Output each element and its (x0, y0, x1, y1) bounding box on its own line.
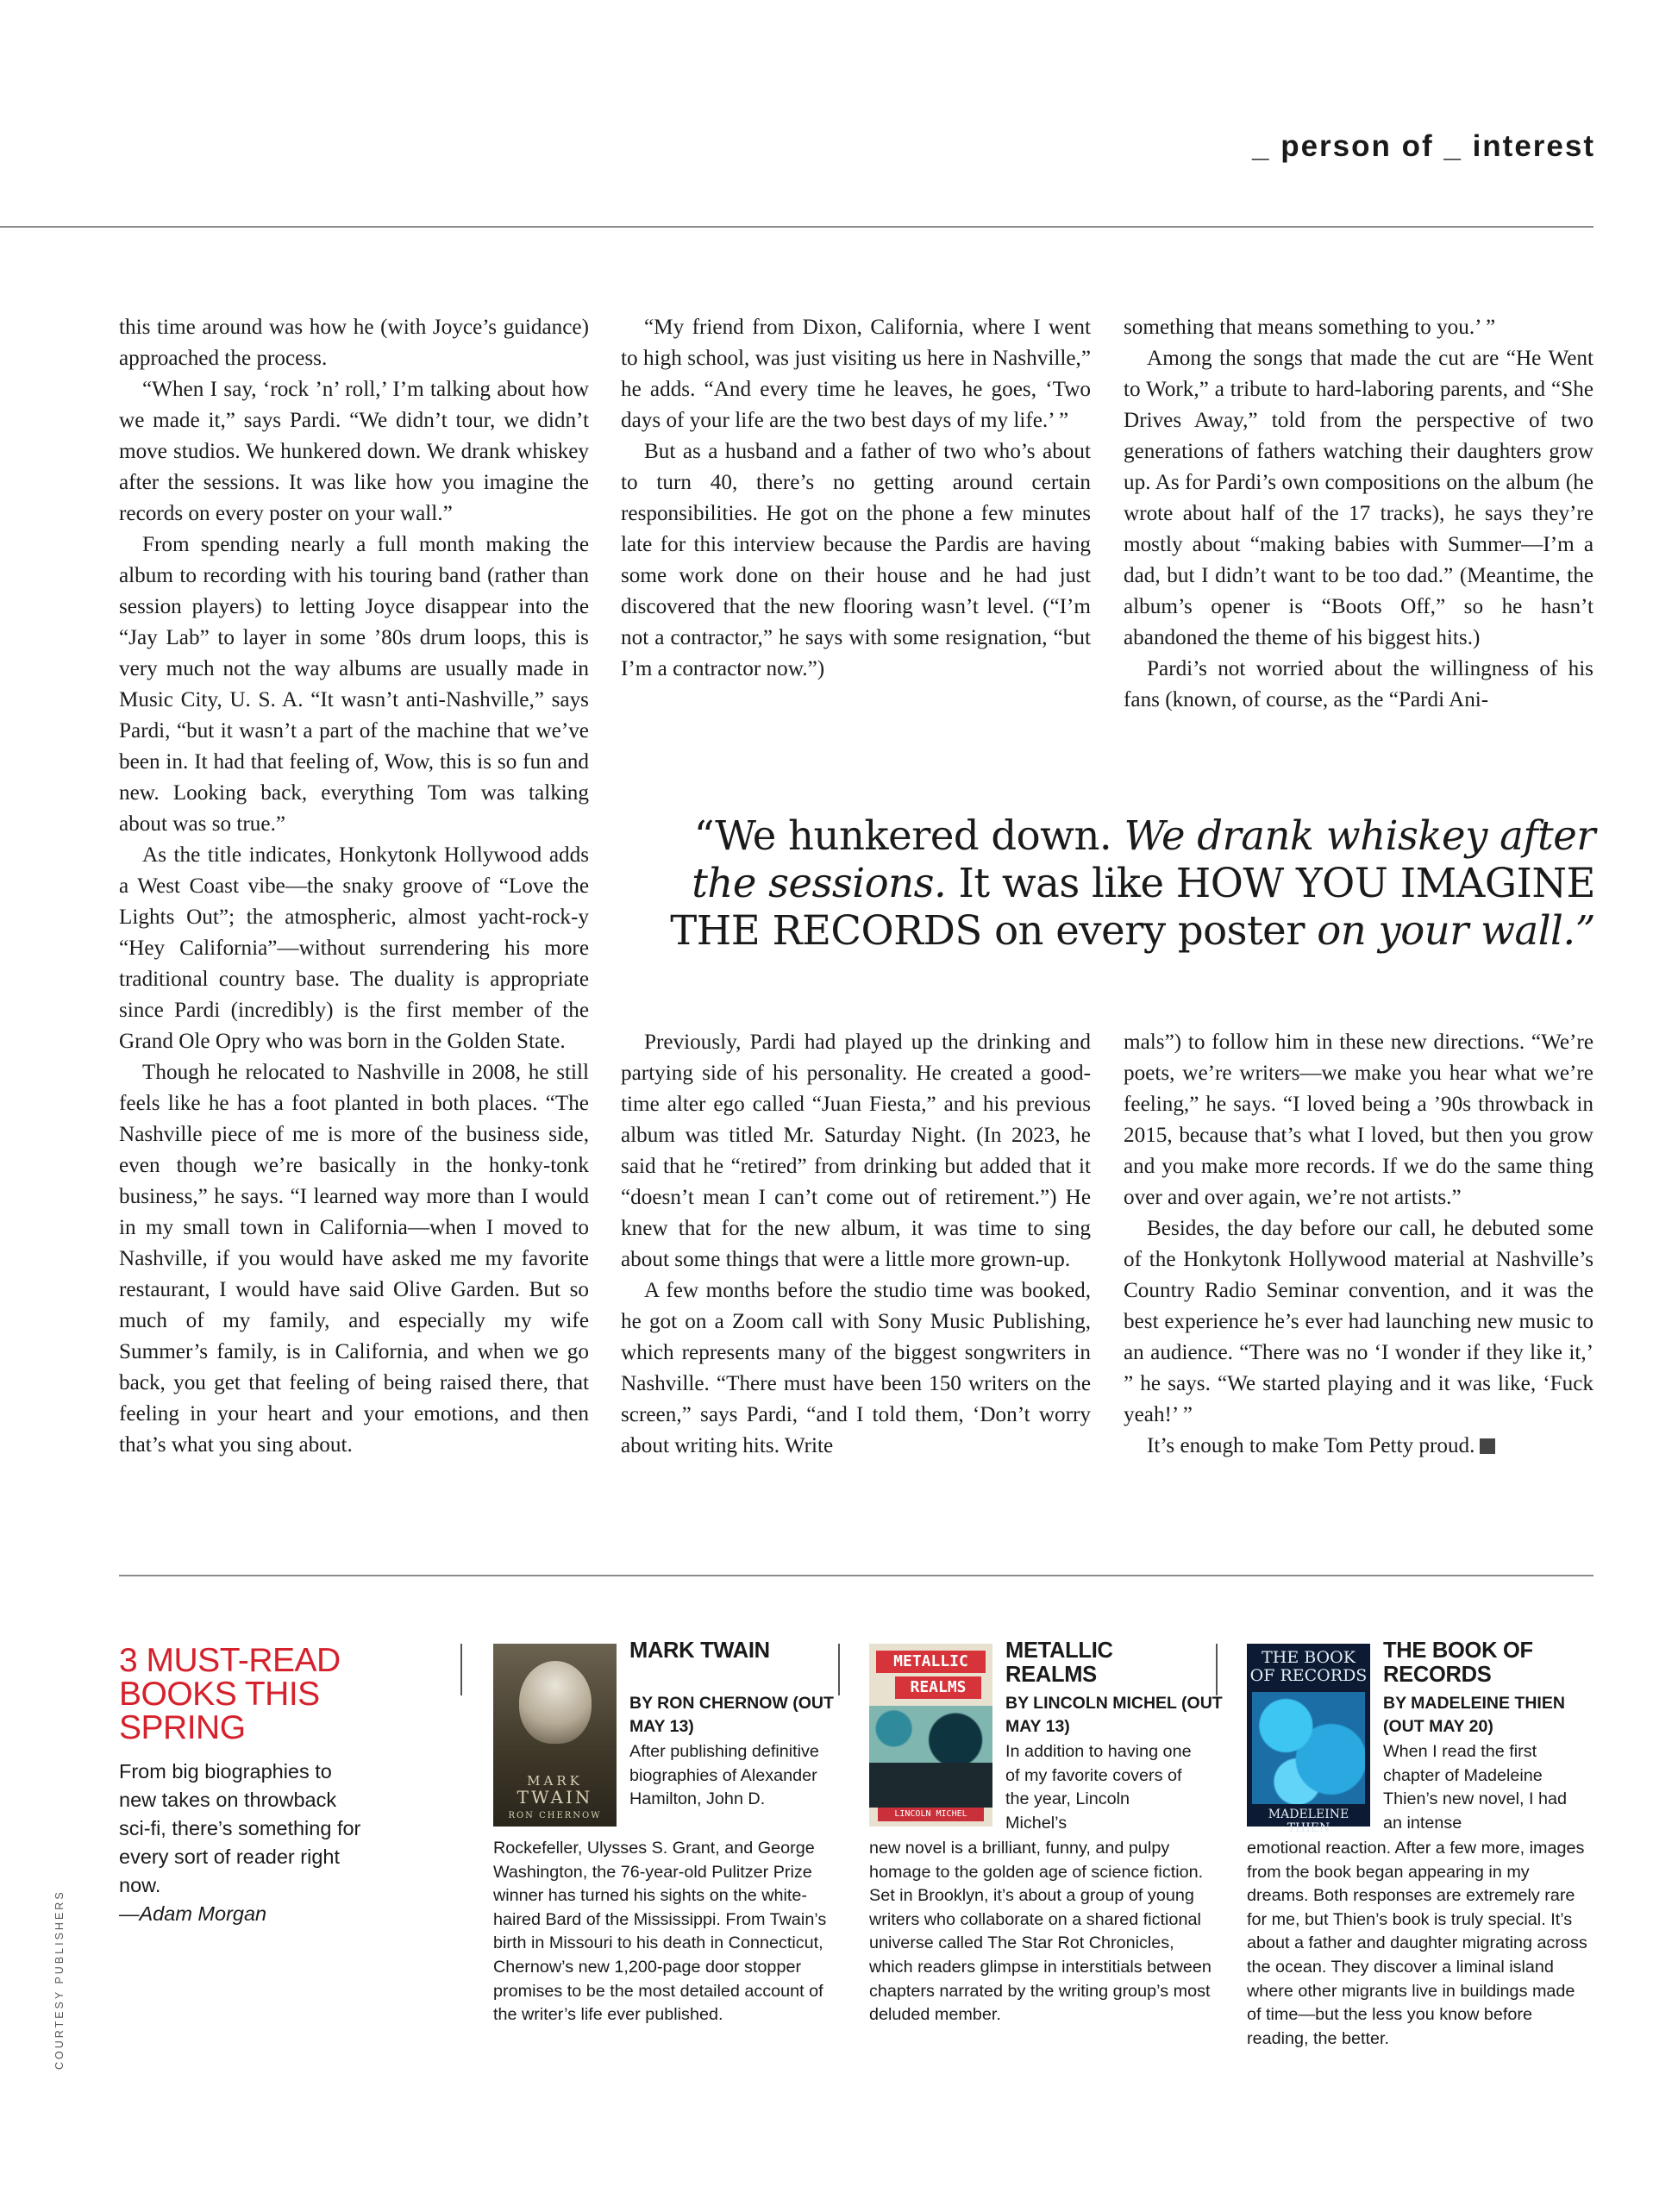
cover-text: METALLIC (876, 1651, 986, 1673)
top-rule (0, 226, 1593, 228)
divider (1216, 1644, 1218, 1695)
cover-art (869, 1763, 992, 1808)
paragraph: Though he relocated to Nashville in 2008, he still feels like he has a foot planted in both places. “The Nashville piece of me is more of the business side, even though we’re basically in the honky-tonk business,” he says. “I learned way more than I would in my small town in California—when I moved to Nashville, if you would have asked me my favorite restaurant, I would have said Olive Garden. But so much of my family, and especially my wife Summer’s family, is in California, and when we go back, you get that feeling of being raised there, that feeling in your heart and your emotions, and then that’s what you sing about. (119, 1061, 589, 1457)
paragraph-last (1124, 1431, 1593, 1462)
paragraph: Among the songs that made the cut are “He Went to Work,” a tribute to hard-laboring parents, and “She Drives Away,” told from the perspective of two generations of fathers watching their daughters grow up. As for Pardi’s own compositions on the album (he wrote about half of the 17 tracks), he says they’re mostly about “making babies with Summer—I’m a dad, but I didn’t want to be too dad.” (Meantime, the album’s opener is “Boots Off,” so he hasn’t abandoned the theme of his biggest hits.) (1124, 347, 1593, 649)
book-blurb-top: After publishing definitive biographies of Alexander Hamilton, John D. (629, 1742, 819, 1809)
sidebar-title: 3 MUST-READ BOOKS THIS SPRING (119, 1642, 341, 1746)
paragraph: this time around was how he (with Joyce’s guidance) approached the process. (119, 316, 589, 370)
divider (838, 1644, 840, 1695)
book-cover-image (493, 1644, 617, 1827)
end-square-icon (1480, 1438, 1495, 1454)
cover-text: RON CHERNOW (508, 1811, 602, 1820)
cover-text: TWAIN (517, 1787, 593, 1808)
photo-credit: COURTESY PUBLISHERS (53, 1889, 66, 2070)
book-cover-image (869, 1644, 992, 1827)
paragraph: “When I say, ‘rock ’n’ roll,’ I’m talking about how we made it,” says Pardi. “We didn’t tour, we didn’t move studios. We hunkered down. We drank whiskey after the sessions. It was like how you imagine the records on every poster on your wall.” (119, 378, 589, 525)
book-cover-image (1247, 1644, 1370, 1835)
pull-quote-part: It was like HOW YOU IMAGINE THE RECORDS on every poster (670, 860, 1595, 954)
closing-line: It’s enough to make Tom Petty proud. (1147, 1434, 1475, 1457)
paragraph: Pardi’s not worried about the willingness of his fans (known, of course, as the “Pardi Ani- (1124, 657, 1593, 711)
cover-text: THE BOOK OF RECORDS (1249, 1648, 1368, 1685)
paragraph: But as a husband and a father of two who’s about to turn 40, there’s no getting around certain responsibilities. He got on the phone a few minutes late for this interview because the Pardis are having some work done on their house and he had just discovered that the new flooring wasn’t level. (“I’m not a contractor,” he says with some resignation, “but I’m a contractor now.”) (621, 440, 1091, 680)
book-title: THE BOOK OF RECORDS (1383, 1639, 1533, 1687)
paragraph: Besides, the day before our call, he debuted some of the Honkytonk Hollywood material at Nashville’s Country Radio Seminar convention, and it was the best experience he’s ever had launching new music to an audience. “There was no ‘I wonder if they like it,’ ” he says. “We started playing and it was like, ‘Fuck yeah!’ ” (1124, 1217, 1593, 1426)
pull-quote-italic: on your wall.” (1317, 907, 1595, 954)
article-column-3-top (1124, 312, 1593, 716)
divider (460, 1644, 462, 1695)
paragraph: Previously, Pardi had played up the drinking and partying side of his personality. He created a good-time alter ego called “Juan Fiesta,” and his previous album was titled Mr. Saturday Night. (In 2023, he said that he “retired” from drinking but added that it “doesn’t mean I can’t come out of retirement.”) He knew that for the new album, it was time to sing about some things that were a little more grown-up. (621, 1031, 1091, 1271)
cover-art (1252, 1692, 1365, 1804)
sidebar-intro (119, 1758, 369, 1928)
book-byline: BY LINCOLN MICHEL (OUT MAY 13) (1005, 1694, 1223, 1736)
section-header: _ person of _ interest (1252, 129, 1595, 163)
cover-text: LINCOLN MICHEL (878, 1808, 984, 1821)
book-blurb-bottom: Rockefeller, Ulysses S. Grant, and George Washington, the 76-year-old Pulitzer Prize winner has turned his sights on the white-haired Bard of the Mississippi. From Twain’s birth in Missouri to his death in Connecticut, Chernow’s new 1,200-page door stopper promises to be the most detailed account of the writer’s life ever published. (493, 1839, 827, 2025)
book-title: METALLIC REALMS (1005, 1639, 1113, 1687)
cover-text: MADELEINE THIEN (1268, 1808, 1349, 1835)
article-column-1 (119, 312, 589, 1461)
paragraph: From spending nearly a full month making the album to recording with his touring band (rather than session players) to letting Joyce disappear into the “Jay Lab” to layer in some ’80s drum loops, this is very much not the way albums are usually made in Music City, U. S. A. “It wasn’t anti-Nashville,” says Pardi, “but it wasn’t a part of the machine that we’ve been in. It had that feeling of, Wow, this is so fun and new. Looking back, everything Tom was talking about was so true.” (119, 533, 589, 836)
section-rule (119, 1575, 1593, 1576)
pull-quote (655, 812, 1595, 955)
book-title: MARK TWAIN (629, 1639, 770, 1663)
book-blurb-bottom: new novel is a brilliant, funny, and pulpy homage to the golden age of science fiction. Set in Brooklyn, it’s about a group of young writers who collaborate on a shared fictional universe called The Star Rot Chronicles, which readers glimpse in interstitials between chapters narrated by the writing group’s most deluded member. (869, 1839, 1212, 2025)
paragraph: something that means something to you.’ ” (1124, 316, 1496, 339)
paragraph: “My friend from Dixon, California, where I went to high school, was just visiting us here in Nashville,” he adds. “And every time he leaves, he goes, ‘Two days of your life are the two best days of my life.’ ” (621, 316, 1091, 432)
article-column-3-bottom (1124, 1027, 1593, 1462)
book-byline: BY MADELEINE THIEN (OUT MAY 20) (1383, 1694, 1565, 1736)
book-byline: BY RON CHERNOW (OUT MAY 13) (629, 1694, 834, 1736)
sidebar-text: From big biographies to new takes on throwback sci-fi, there’s something for every sort of reader right now. (119, 1760, 361, 1896)
article-column-2-bottom (621, 1027, 1091, 1462)
sidebar-author: —Adam Morgan (119, 1902, 267, 1925)
paragraph: As the title indicates, Honkytonk Hollywood adds a West Coast vibe—the snaky groove of “Love the Lights Out”; the atmospheric, almost yacht-rock-y “Hey California”—without surrendering his more traditional country base. The duality is appropriate since Pardi (incredibly) is the first member of the Grand Ole Opry who was born in the Golden State. (119, 843, 589, 1053)
cover-text: MARK (527, 1773, 583, 1789)
paragraph: A few months before the studio time was booked, he got on a Zoom call with Sony Music Publishing, which represents many of the biggest songwriters in Nashville. “There must have been 150 writers on the screen,” says Pardi, “and I told them, ‘Don’t worry about writing hits. Write (621, 1279, 1091, 1457)
cover-art (869, 1706, 992, 1763)
paragraph: mals”) to follow him in these new directions. “We’re poets, we’re writers—we make you hear what we’re feeling,” he says. “I loved being a ’90s throwback in 2015, because that’s what I loved, but then you grow and you make more records. If we do the same thing over and over again, we’re not artists.” (1124, 1031, 1593, 1209)
book-blurb-top: In addition to having one of my favorite covers of the year, Lincoln Michel’s (1005, 1742, 1192, 1833)
pull-quote-italic: We drank whiskey after the sessions. (692, 812, 1595, 906)
book-blurb-top: When I read the first chapter of Madeleine Thien’s new novel, I had an intense (1383, 1742, 1567, 1833)
portrait-image (519, 1661, 592, 1744)
cover-text: REALMS (895, 1676, 981, 1699)
article-column-2-top (621, 312, 1091, 685)
pull-quote-part: “We hunkered down. (693, 812, 1124, 859)
book-blurb-bottom: emotional reaction. After a few more, images from the book began appearing in my dreams. Both responses are extremely rare for me, but Thien’s book is truly special. It’s about a father and daughter migrating across the ocean. They discover a liminal island where other migrants live in buildings made of time—but the less you know before reading, the better. (1247, 1839, 1587, 2048)
